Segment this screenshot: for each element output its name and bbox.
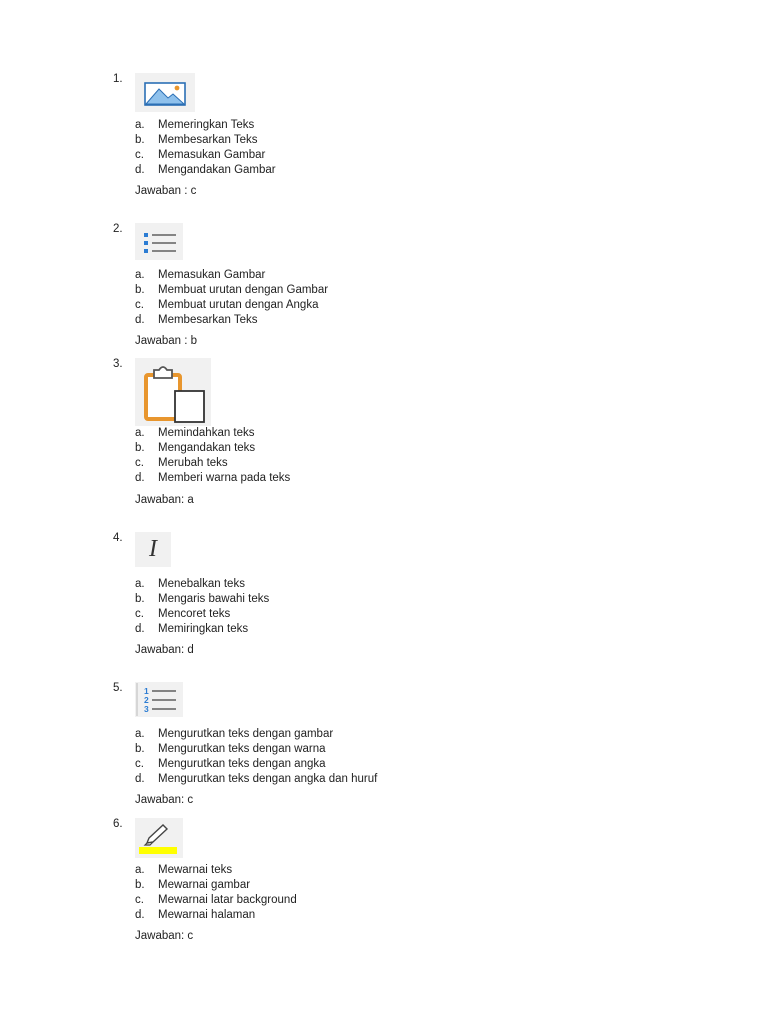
option-letter: a. — [135, 427, 145, 439]
option-letter: b. — [135, 593, 145, 605]
option-letter: d. — [135, 164, 145, 176]
option-text: Membesarkan Teks — [158, 134, 258, 146]
option-text: Mengaris bawahi teks — [158, 593, 270, 605]
option-letter: b. — [135, 442, 145, 454]
answer-text: Jawaban: a — [135, 494, 194, 506]
option-text: Memasukan Gambar — [158, 269, 266, 281]
option-text: Memberi warna pada teks — [158, 472, 291, 484]
option-text: Mengurutkan teks dengan angka dan huruf — [158, 773, 378, 785]
option-letter: c. — [135, 149, 144, 161]
highlighter-icon — [135, 818, 183, 858]
option-letter: d. — [135, 909, 145, 921]
option-letter: c. — [135, 608, 144, 620]
option-letter: c. — [135, 299, 144, 311]
answer-text: Jawaban : c — [135, 185, 197, 197]
option-text: Membuat urutan dengan Gambar — [158, 284, 329, 296]
option-letter: d. — [135, 623, 145, 635]
option-letter: a. — [135, 269, 145, 281]
option-text: Memasukan Gambar — [158, 149, 266, 161]
option-text: Membesarkan Teks — [158, 314, 258, 326]
option-letter: c. — [135, 894, 144, 906]
option-text: Mengurutkan teks dengan gambar — [158, 728, 334, 740]
bullet-list-icon — [135, 223, 183, 260]
option-letter: a. — [135, 578, 145, 590]
option-text: Menebalkan teks — [158, 578, 245, 590]
option-letter: b. — [135, 134, 145, 146]
question-number: 4. — [113, 532, 123, 544]
option-letter: c. — [135, 758, 144, 770]
option-text: Mewarnai latar background — [158, 894, 297, 906]
paste-clipboard-icon — [135, 358, 211, 426]
answer-text: Jawaban : b — [135, 335, 198, 347]
option-text: Mencoret teks — [158, 608, 231, 620]
question-number: 1. — [113, 73, 123, 85]
option-letter: b. — [135, 879, 145, 891]
list-digit-3: 3 — [144, 704, 149, 714]
answer-text: Jawaban: d — [135, 644, 194, 656]
italic-icon — [135, 532, 171, 567]
option-text: Membuat urutan dengan Angka — [158, 299, 319, 311]
option-letter: a. — [135, 728, 145, 740]
option-text: Memiringkan teks — [158, 623, 249, 635]
italic-glyph: I — [149, 536, 157, 562]
numbered-list-icon — [135, 682, 183, 717]
option-letter: b. — [135, 743, 145, 755]
option-letter: d. — [135, 773, 145, 785]
option-text: Merubah teks — [158, 457, 228, 469]
picture-icon — [135, 73, 195, 112]
option-letter: a. — [135, 864, 145, 876]
option-text: Mengurutkan teks dengan angka — [158, 758, 326, 770]
answer-text: Jawaban: c — [135, 794, 194, 806]
option-letter: a. — [135, 119, 145, 131]
list-digit-1: 1 — [144, 686, 149, 696]
option-letter: d. — [135, 314, 145, 326]
option-text: Mewarnai gambar — [158, 879, 251, 891]
option-text: Mengandakan Gambar — [158, 164, 276, 176]
question-number: 3. — [113, 358, 123, 370]
option-text: Mewarnai teks — [158, 864, 233, 876]
option-letter: c. — [135, 457, 144, 469]
option-text: Mengurutkan teks dengan warna — [158, 743, 326, 755]
option-letter: d. — [135, 472, 145, 484]
option-text: Mengandakan teks — [158, 442, 256, 454]
answer-text: Jawaban: c — [135, 930, 194, 942]
option-letter: b. — [135, 284, 145, 296]
option-text: Mewarnai halaman — [158, 909, 256, 921]
option-text: Memeringkan Teks — [158, 119, 255, 131]
question-number: 6. — [113, 818, 123, 830]
list-digit-2: 2 — [144, 695, 149, 705]
question-number: 5. — [113, 682, 123, 694]
option-text: Memindahkan teks — [158, 427, 255, 439]
question-number: 2. — [113, 223, 123, 235]
